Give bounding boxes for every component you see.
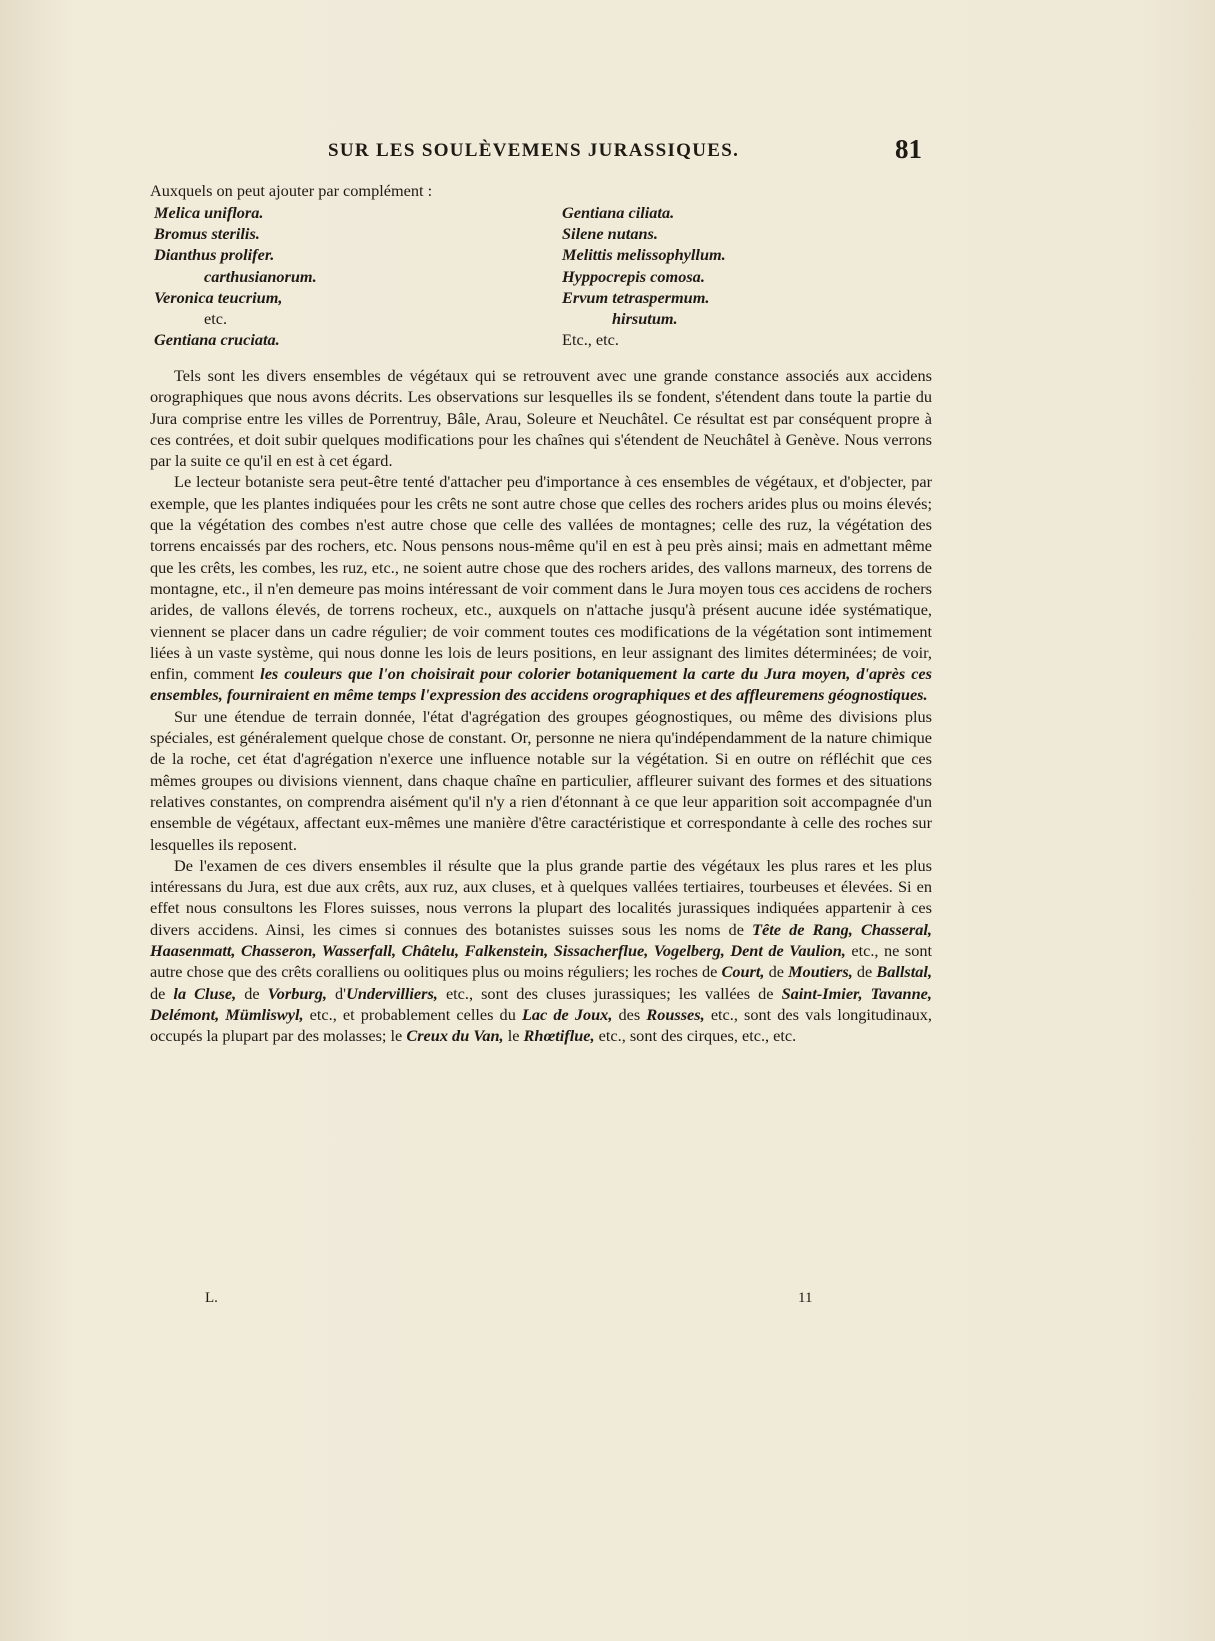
p4-place-name: Vorburg, bbox=[267, 983, 327, 1003]
species-item: Melica uniflora. bbox=[154, 203, 264, 222]
p4-text: d' bbox=[335, 983, 347, 1003]
page-header bbox=[150, 134, 922, 170]
p4-place-names: Tête de Rang, Chasseral, Haasenmatt, Chasseron, Wasserfall, Châtelu, Falkenstein, Sissacherflue, Vogelberg, Dent de Vaulion, bbox=[150, 919, 932, 961]
p4-text: le bbox=[507, 1026, 520, 1046]
species-item: Hyppocrepis comosa. bbox=[562, 266, 705, 286]
p4-text: De l'examen de ces divers ensembles il résulte que la plus grande partie des végétaux les plus rares et les plus intéressans du Jura, est due aux crêts, aux ruz, aux cluses, et à quelques vallées tertiaires, tourbeuses et élevées. Si en effet nous consultons les Flores suisses, nous verrons la plupart des localités jurassiques indiquées appartenir à ces divers accidens. Ainsi, les cimes si connues des botanistes suisses sous les noms de bbox=[150, 855, 932, 939]
p4-text: de bbox=[244, 983, 260, 1003]
p4-place-name: Lac de Joux, bbox=[521, 1004, 613, 1024]
species-item: Veronica teucrium, bbox=[154, 287, 283, 307]
species-column-left bbox=[154, 202, 484, 350]
species-item: Dianthus prolifer. bbox=[154, 245, 275, 265]
species-item: hirsutum. bbox=[612, 309, 678, 329]
species-list bbox=[150, 202, 932, 360]
p4-text: etc., sont des cluses jurassiques; les vallées de bbox=[445, 983, 774, 1003]
p4-text: etc., sont des vals longitudinaux, occupés la plupart par des molasses; le bbox=[150, 1004, 932, 1046]
species-item: Gentiana ciliata. bbox=[562, 203, 675, 222]
species-item: Etc., etc. bbox=[562, 330, 619, 350]
species-item: Gentiana cruciata. bbox=[154, 330, 280, 350]
p4-place-name: Moutiers, bbox=[788, 962, 853, 982]
species-item: etc. bbox=[204, 309, 228, 329]
p4-text: etc., sont des cirques, etc., etc. bbox=[598, 1026, 797, 1046]
p4-text: de bbox=[150, 983, 166, 1003]
paragraph-2-italic: les couleurs que l'on choisirait pour colorier botaniquement la carte du Jura moyen, d'après ces ensembles, fourniraient en même temps l'expression des accidens orographiques et des affleuremens géognostiques. bbox=[150, 664, 932, 705]
p4-place-name: Ballstal, bbox=[876, 962, 933, 982]
page-footer bbox=[205, 1290, 813, 1310]
signature-number: 11 bbox=[798, 1290, 813, 1306]
p4-text: de bbox=[856, 962, 873, 982]
p4-text: etc., et probablement celles du bbox=[309, 1004, 516, 1024]
p4-text: de bbox=[768, 962, 784, 982]
page-number: 81 bbox=[895, 134, 922, 164]
p4-place-name: Rousses, bbox=[646, 1004, 705, 1024]
p4-text: etc., ne sont autre chose que des crêts coralliens ou oolitiques plus ou moins réguliers; les roches de bbox=[150, 941, 933, 982]
signature-letter: L. bbox=[205, 1290, 218, 1306]
paragraph-4 bbox=[150, 855, 932, 1047]
p4-place-name: Undervilliers, bbox=[346, 983, 438, 1003]
p4-place-names: Saint-Imier, Tavanne, Delémont, Mümliswyl, bbox=[150, 983, 932, 1024]
p4-place-name: Court, bbox=[721, 962, 765, 982]
species-item: carthusianorum. bbox=[204, 266, 317, 286]
paragraph-1: Tels sont les divers ensembles de végétaux qui se retrouvent avec une grande constance associés aux accidens orographiques que nous avons décrits. Les observations sur lesquelles ils se fondent, s'étendent dans toute la partie du Jura comprise entre les villes de Porrentruy, Bâle, Arau, Soleure et Neuchâtel. Ce résultat est par conséquent propre à ces contrées, et doit subir quelques modifications pour les chaînes qui s'étendent de Neuchâtel à Genève. Nous verrons par la suite ce qu'il en est à cet égard. bbox=[150, 366, 932, 471]
species-item: Bromus sterilis. bbox=[154, 224, 260, 244]
running-head: SUR LES SOULÈVEMENS JURASSIQUES. bbox=[328, 140, 740, 161]
species-item: Ervum tetraspermum. bbox=[562, 287, 710, 307]
species-item: Silene nutans. bbox=[562, 224, 658, 244]
p4-place-name: la Cluse, bbox=[173, 983, 237, 1003]
paragraph-2-text: Le lecteur botaniste sera peut-être tenté d'attacher peu d'importance à ces ensembles de végétaux, et d'objecter, par exemple, que les plantes indiquées pour les crêts ne sont autre chose que celles des rochers arides plus ou moins élevés; que la végétation des combes n'est autre chose que celle des vallées de montagnes; celle des ruz, la végétation des torrens encaissés par des rochers, etc. Nous pensons nous-même qu'il en est à peu près ainsi; mais en admettant même que les crêts, les combes, les ruz, etc., ne soient autre chose que des rochers arides, des vallons marneux, des torrens de montagne, etc., il n'en demeure pas moins intéressant de voir comment dans le Jura moyen tous ces accidens de rochers arides, de vallons élevés, de torrens rocheux, etc., auxquels on n'attache jusqu'à présent aucune idée systématique, viennent se placer dans un cadre régulier; de voir comment toutes ces modifications de la végétation sont intimement liées à un vaste système, qui nous donne les lois de leurs positions, en leur assignant des limites déterminées; de voir, enfin, comment bbox=[150, 472, 932, 684]
species-item: Melittis melissophyllum. bbox=[562, 245, 726, 265]
intro-line: Auxquels on peut ajouter par complément : bbox=[150, 181, 433, 200]
species-column-right bbox=[562, 202, 892, 350]
p4-place-name: Creux du Van, bbox=[406, 1026, 504, 1046]
paragraph-3: Sur une étendue de terrain donnée, l'état d'agrégation des groupes géognostiques, ou même des divisions plus spéciales, est généralement quelque chose de constant. Or, personne ne niera qu'indépendamment de la nature chimique de la roche, cet état d'agrégation n'exerce une influence notable sur la végétation. Si en outre on réfléchit que ces mêmes groupes ou divisions viennent, dans chaque chaîne en particulier, affleurer suivant des formes et des situations relatives constantes, on comprendra aisément qu'il n'y a rien d'étonnant à ce que leur apparition soit accompagnée d'un ensemble de végétaux, affectant eux-mêmes une manière d'être caractéristique et correspondante à celle des roches sur lesquelles ils reposent. bbox=[150, 706, 932, 854]
p4-place-name: Rhœtiflue, bbox=[523, 1026, 595, 1046]
p4-text: des bbox=[618, 1004, 641, 1024]
body-text bbox=[150, 365, 932, 1047]
paragraph-2 bbox=[150, 471, 932, 705]
